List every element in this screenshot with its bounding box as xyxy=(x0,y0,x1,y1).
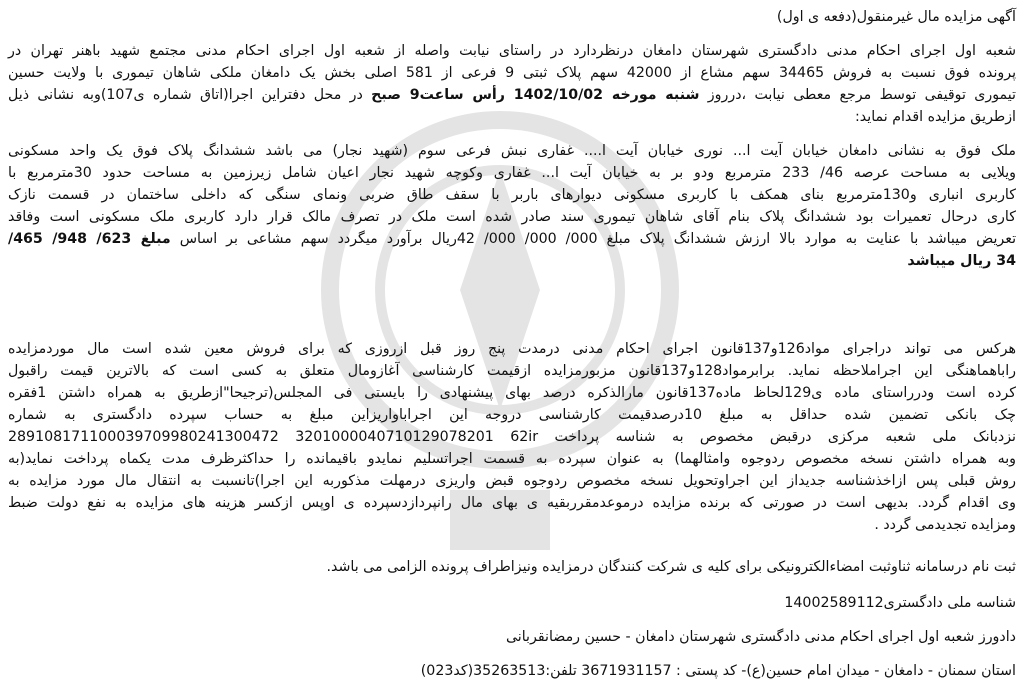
paragraph-3-line-5-a: نزدبانک ملی شعبه مرکزی درقبض مخصوص به شناسه پرداخت xyxy=(554,429,1016,445)
paragraph-1-line-3-c: در محل دفتراین اجرا(اتاق شماره ی107)وبه نشانی ذیل xyxy=(8,87,363,103)
address-line: استان سمنان - دامغان - میدان امام حسین(ع)- کد پستی : 3671931157 تلفن:35263513(کد023) xyxy=(420,663,1016,679)
paragraph-3-line-3: کرده است ودرراستای ماده ی129لحاظ ماده137قانون مارالذکره درصد بهای پیشنهادی را بایستی فی المجلس(ترجیحا"ازطریق به همراه داشتن 1فقره xyxy=(8,385,1016,401)
paragraph-2-line-4: کاری درحال تعمیرات بود ششدانگ پلاک بنام آقای شاهان تیموری سند صادر شده است ملک در تصرف مالک قرار دارد کاربری ملک مسکونی است وفاقد xyxy=(8,209,1016,225)
paragraph-2-line-1: ملک فوق به نشانی دامغان خیابان آیت ا... نوری خیابان آیت ا.... غفاری نبش فرعی سوم (شهید نجار) می باشد ششدانگ پلاک فوق یک واحد مسکونی xyxy=(8,143,1016,159)
paragraph-3-line-1: هرکس می تواند دراجرای مواد126و137قانون اجرای احکام مدنی درمدت پنج روز قبل ازروزی که برای فروش معین شده است مال موردمزایده xyxy=(8,341,1016,357)
paragraph-2-line-2: ویلایی به مساحت عرصه 46/ 233 مترمربع ودو بر به خیابان آیت ا... غفاری وکوچه شهید نجار اعیان شامل زیرزمین به مساحت حدود 30مترمربع با xyxy=(8,165,1016,181)
registration-notice: ثبت نام درسامانه ثناوثبت امضاءالکترونیکی برای کلیه ی شرکت کنندگان درمزایده ونیزاطراف پرونده الزامی می باشد. xyxy=(326,559,1016,575)
paragraph-3-line-8: وی اقدام گردد. بدیهی است در صورتی که برنده مزایده درموعدمقرربقیه ی بهای مال رانپردازدسپرده ی اوپس ازکسر هزینه های مزایده به نفع دولت ضبط xyxy=(8,495,1016,511)
signature-line: دادورز شعبه اول اجرای احکام مدنی دادگستری شهرستان دامغان - حسین رمضانقربانی xyxy=(505,629,1016,645)
paragraph-2-line-5 xyxy=(8,228,1016,250)
paragraph-2-line-6 xyxy=(8,250,1016,272)
paragraph-3-line-6: وبه همراه داشتن نسخه مخصوص ردوجوه وامثالهما) به عنوان سپرده به قسمت اجراتسلیم نمایدو باقیمانده را حداکثرظرف مدت یکماه پرداخت نماید(به xyxy=(8,451,1016,467)
share-price: مبلغ 623/ 948/ 465/ xyxy=(8,231,171,247)
paragraph-1-line-2: پرونده فوق نسبت به فروش 34465 سهم مشاع از 42000 سهم پلاک ثبتی 9 فرعی از 581 اصلی بخش یک دامغان ملکی شاهان تیموری با ولایت حسین xyxy=(8,65,1017,81)
paragraph-1-line-1: شعبه اول اجرای احکام مدنی دادگستری شهرستان دامغان درنظردارد در راستای نیابت واصله از شعبه اول اجرای احکام مدنی مجتمع شهید باهنر تهران در xyxy=(8,43,1016,59)
paragraph-2-line-3: کاربری انباری و130مترمربع بنای همکف با کاربری مسکونی دیوارهای باربر با سقف طاق ضربی ونمای سنگی که داخلی ساختمان در قسمت نازک xyxy=(8,187,1016,203)
notice-title: آگهی مزایده مال غیرمنقول(دفعه ی اول) xyxy=(776,9,1016,25)
paragraph-1-line-4: ازطریق مزایده اقدام نماید: xyxy=(855,109,1016,125)
paragraph-2-line-5-a: تعریض میباشد با عنایت به موارد بالا ارزش ششدانگ پلاک مبلغ 000/ 000/ 000/ 42ریال برآورد میگردد سهم مشاعی بر اساس xyxy=(179,231,1017,247)
payment-id: 289108171100039709980241300472 xyxy=(8,429,279,445)
paragraph-3-line-7: روش قبلی پس ازاخذشناسه جدیداز این اجراوتحویل نسخه مخصوص ردوجوه قبض واریزی درمهلت مذکوربه این اجرا)تانسبت به انتقال مال مورد مزایده به xyxy=(8,473,1016,489)
paragraph-3-line-9: ومزایده تجدیدمی گردد . xyxy=(874,517,1016,533)
paragraph-3-line-2: راباهماهنگی این اجراملاحظه نماید. برابرمواد128و137قانون مزبورمزایده ازقیمت کارشناسی آغازومال متعلق به کسی است که بالاترین قیمت راقبول xyxy=(8,363,1016,379)
paragraph-3-line-4: چک بانکی تضمین شده حداقل به مبلغ 10درصدقیمت کارشناسی دروجه این اجراباواریزاین مبلغ به حساب سپرده دادگستری به شماره xyxy=(8,407,1017,423)
paragraph-1-line-3 xyxy=(8,84,1016,106)
account-number: 3201000040710129078201 62ir xyxy=(295,429,539,445)
paragraph-3-line-5 xyxy=(8,426,1016,448)
national-id: شناسه ملی دادگستری14002589112 xyxy=(784,595,1016,611)
share-price-end: 34 ریال میباشد xyxy=(907,253,1016,269)
auction-date: شنبه مورخه 1402/10/02 رأس ساعت9 صبح xyxy=(371,87,700,103)
paragraph-1-line-3-a: تیموری توقیفی توسط مرجع معطی نیابت ،درروز xyxy=(707,87,1016,103)
